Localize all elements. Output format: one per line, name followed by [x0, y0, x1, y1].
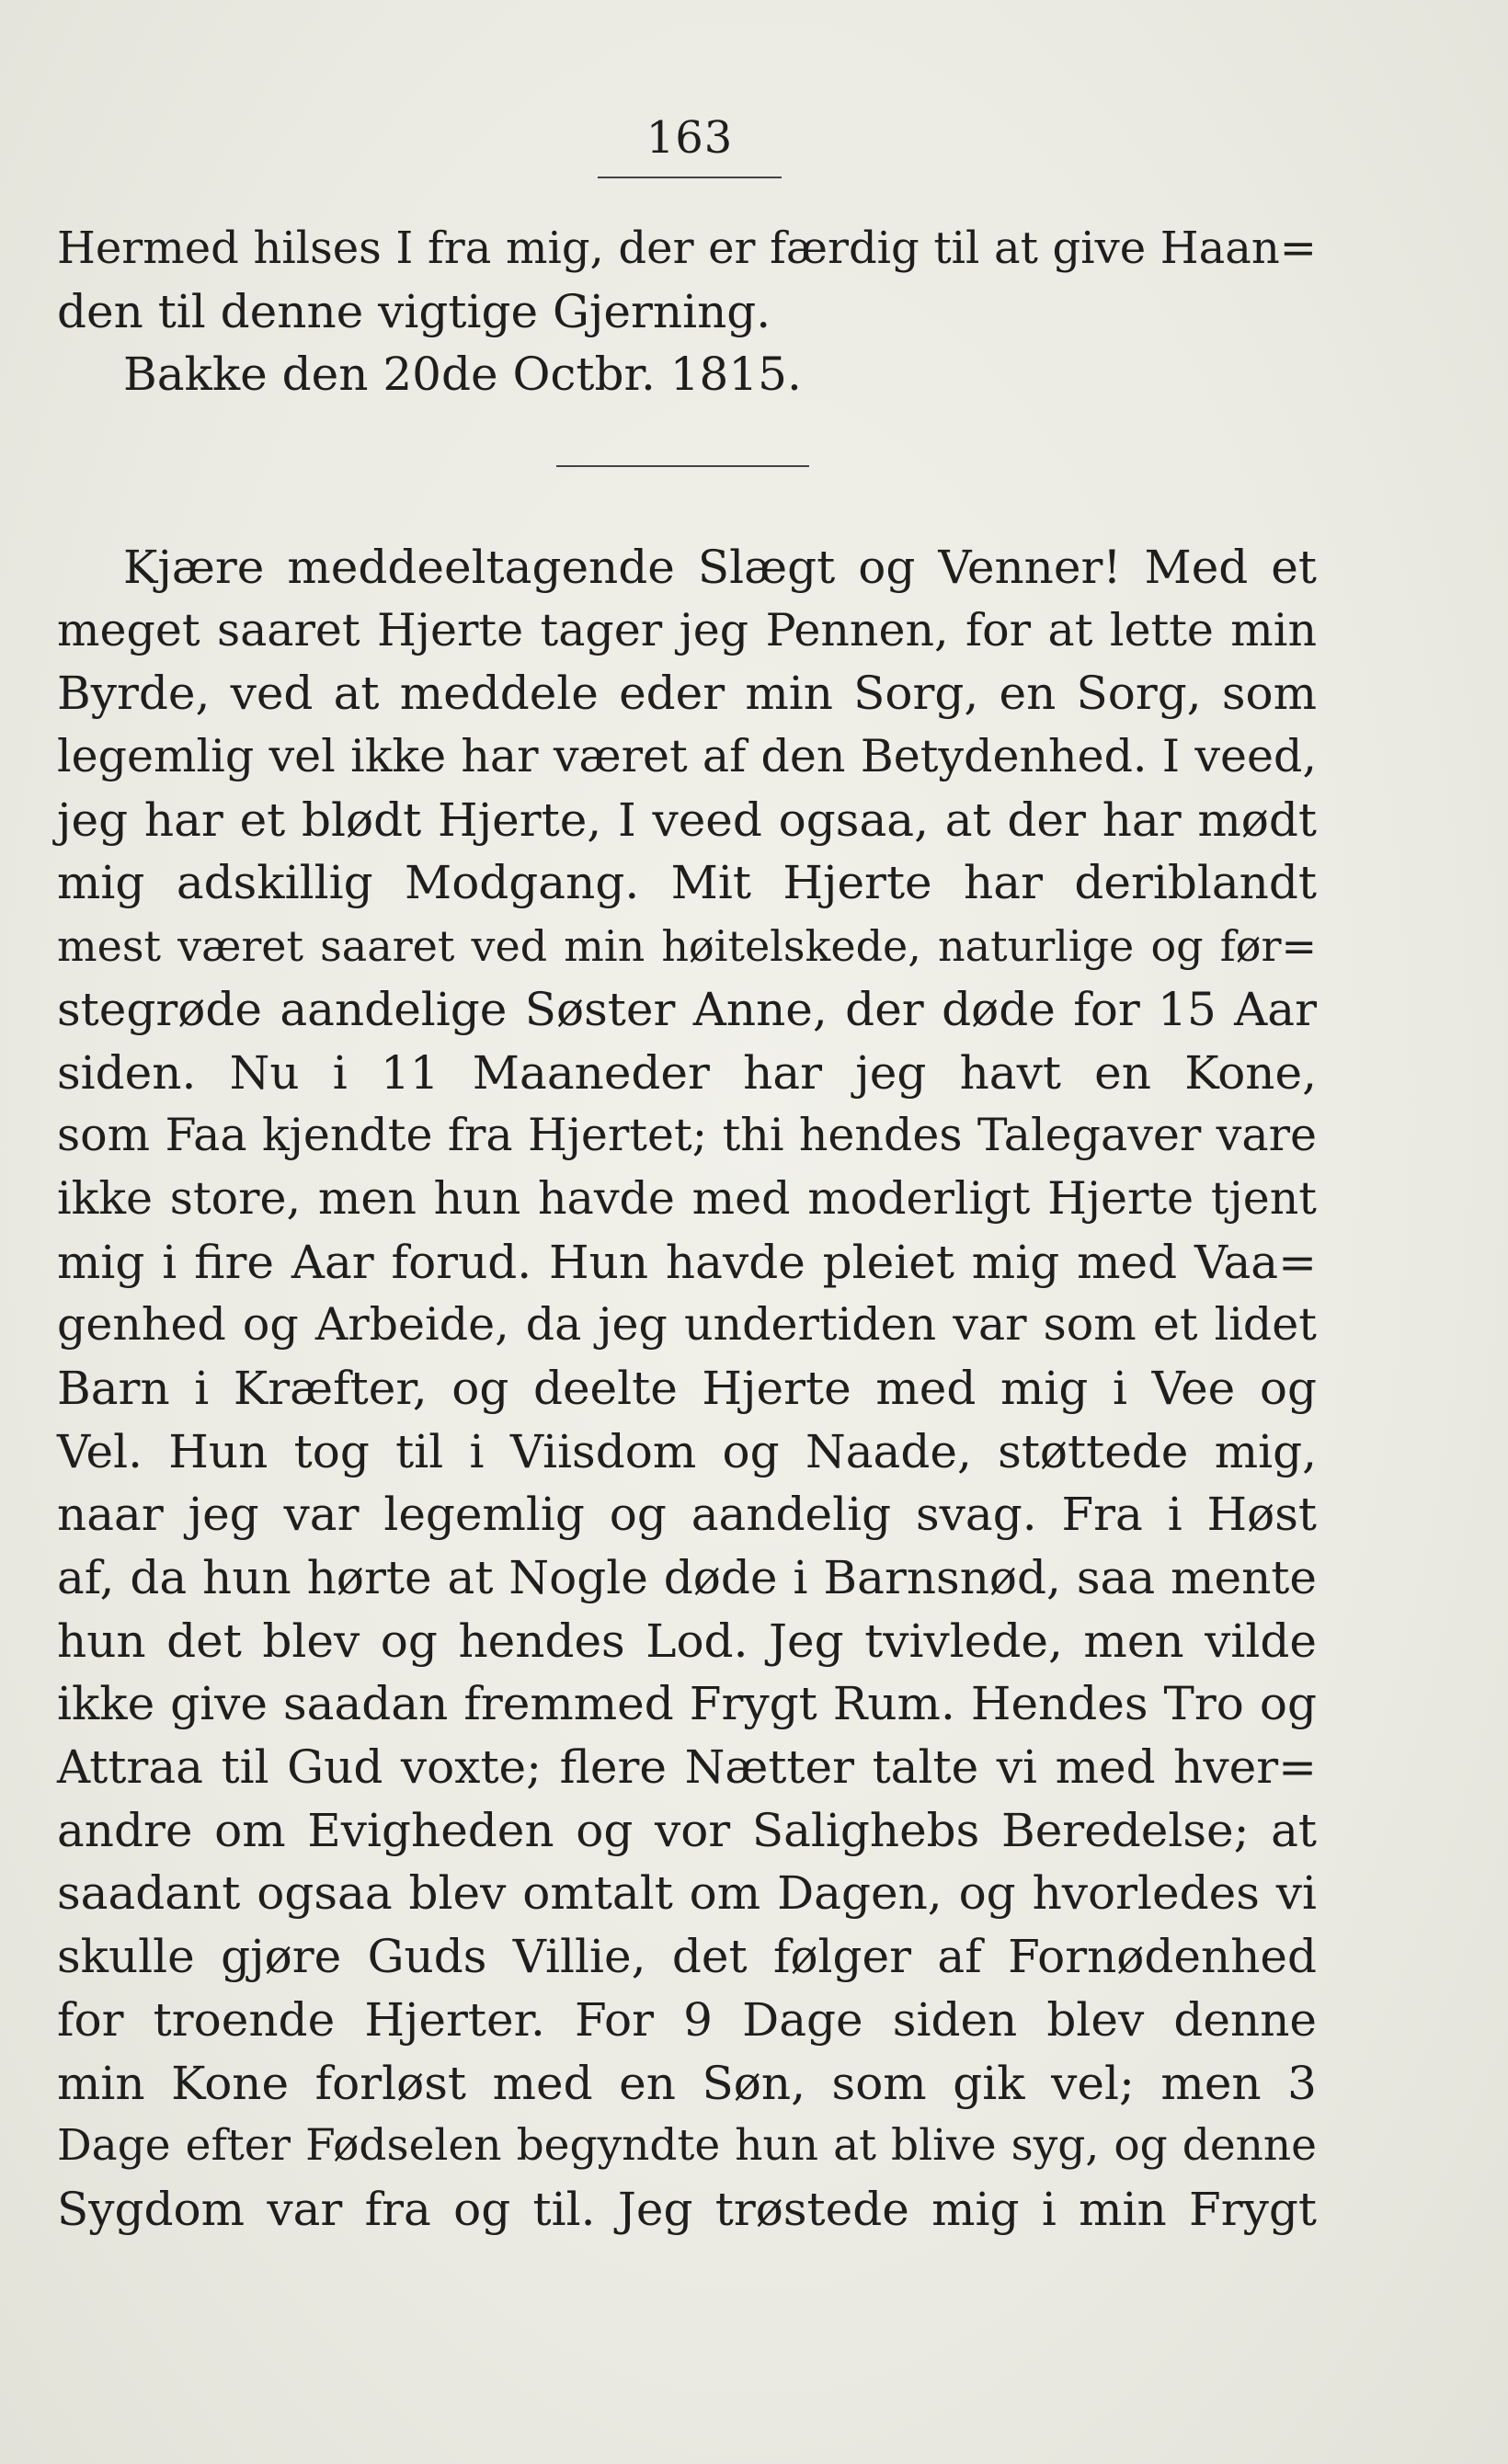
text-line: genhed og Arbeide, da jeg undertiden var som et lidet: [57, 1298, 1317, 1352]
text-line: Sygdom var fra og til. Jeg trøstede mig i min Frygt: [57, 2182, 1317, 2236]
text-line: siden. Nu i 11 Maaneder har jeg havt en Kone,: [57, 1045, 1317, 1100]
text-line: Dage efter Fødselen begyndte hun at blive syg, og denne: [57, 2120, 1317, 2172]
text-line: min Kone forløst med en Søn, som gik vel; men 3: [57, 2056, 1317, 2110]
section-rule: [556, 465, 809, 467]
text-line: mig adskillig Modgang. Mit Hjerte har deriblandt: [57, 856, 1317, 910]
text-line: hun det blev og hendes Lod. Jeg tvivlede, men vilde: [57, 1614, 1317, 1668]
text-line: ikke store, men hun havde med moderligt Hjerte tjent: [57, 1171, 1317, 1225]
text-line: Kjære meddeeltagende Slægt og Venner! Med et: [123, 541, 1317, 594]
text-line: for troende Hjerter. For 9 Dage siden blev denne: [57, 1992, 1317, 2047]
text-line: andre om Evigheden og vor Salighebs Beredelse; at: [57, 1803, 1317, 1857]
text-line: mig i fire Aar forud. Hun havde pleiet mig med Vaa=: [57, 1235, 1317, 1289]
second-letter: [57, 536, 1317, 2242]
text-line: skulle gjøre Guds Villie, det følger af Fornødenhed: [57, 1930, 1317, 1984]
text-line: meget saaret Hjerte tager jeg Pennen, for at lette min: [57, 603, 1317, 656]
text-line: af, da hun hørte at Nogle døde i Barnsnød, saa mente: [57, 1551, 1317, 1604]
text-line: Hermed hilses I fra mig, der er færdig til at give Haan=: [57, 222, 1317, 274]
page-number: 163: [645, 112, 734, 164]
text-line: jeg har et blødt Hjerte, I veed ogsaa, at der har mødt: [57, 793, 1317, 847]
text-line: som Faa kjendte fra Hjertet; thi hendes Talegaver vare: [57, 1109, 1317, 1162]
header-rule: [598, 177, 782, 178]
text-line: Attraa til Gud voxte; flere Nætter talte vi med hver=: [57, 1740, 1317, 1795]
text-line: Vel. Hun tog til i Viisdom og Naade, støttede mig,: [57, 1424, 1317, 1478]
text-line: mest været saaret ved min høitelskede, naturlige og før=: [57, 921, 1317, 972]
text-line: Byrde, ved at meddele eder min Sorg, en Sorg, som: [57, 667, 1317, 721]
text-line: Barn i Kræfter, og deelte Hjerte med mig i Vee og: [57, 1361, 1317, 1415]
text-line: den til denne vigtige Gjerning.: [57, 284, 771, 338]
text-line: naar jeg var legemlig og aandelig svag. Fra i Høst: [57, 1488, 1317, 1542]
text-line: legemlig vel ikke har været af den Betydenhed. I veed,: [57, 730, 1317, 783]
text-line: saadant ogsaa blev omtalt om Dagen, og hvorledes vi: [57, 1866, 1317, 1921]
text-line: stegrøde aandelige Søster Anne, der døde for 15 Aar: [57, 982, 1317, 1036]
text-line: ikke give saadan fremmed Frygt Rum. Hendes Tro og: [57, 1677, 1317, 1731]
first-letter: [57, 217, 1317, 406]
date-line: Bakke den 20de Octbr. 1815.: [123, 348, 802, 402]
